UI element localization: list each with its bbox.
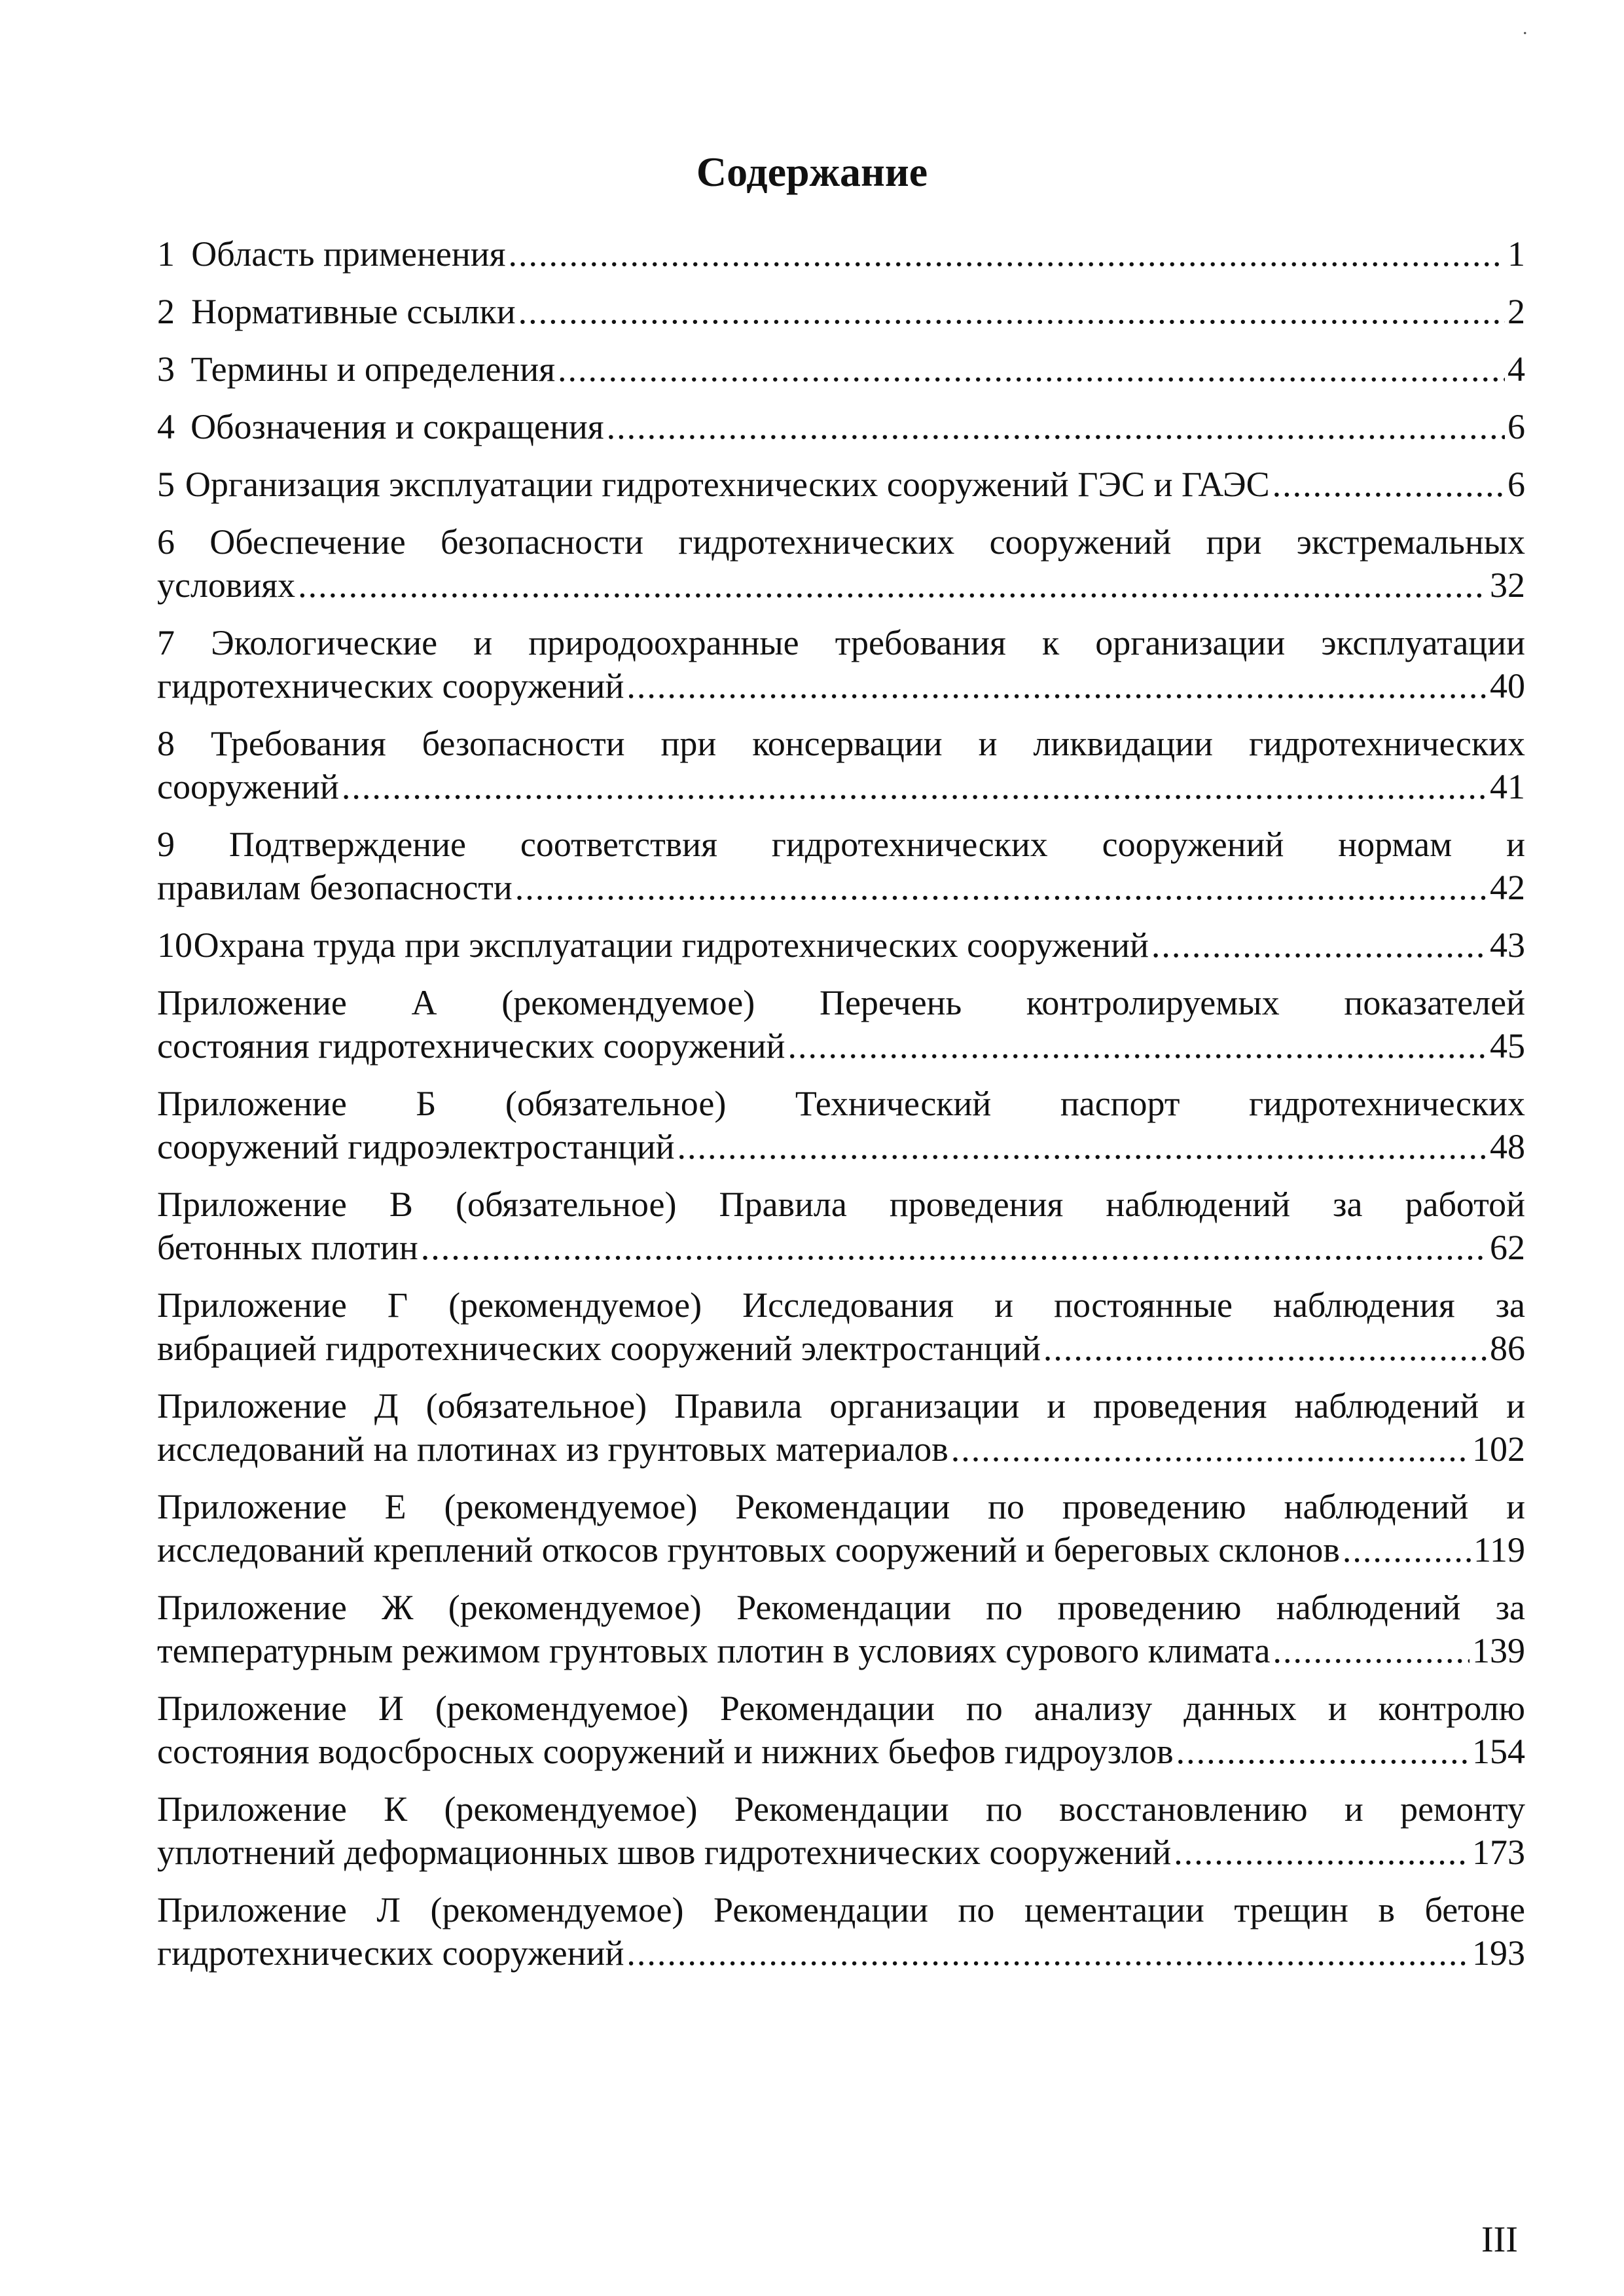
- entry-number: 10: [157, 925, 192, 965]
- entry-page: 154: [1472, 1732, 1525, 1771]
- toc-appendix-g[interactable]: [157, 1283, 1525, 1370]
- entry-title-line2: состояния гидротехнических сооружений: [157, 1026, 785, 1066]
- entry-page: 43: [1490, 925, 1525, 965]
- toc-entry-10[interactable]: [157, 924, 1525, 967]
- toc-entry-8[interactable]: [157, 722, 1525, 808]
- entry-title-line2: правилам безопасности: [157, 868, 513, 907]
- leader-dots: [626, 1931, 1470, 1975]
- leader-dots: [1343, 1528, 1471, 1571]
- leader-dots: [508, 232, 1505, 276]
- entry-page: 62: [1490, 1228, 1525, 1267]
- entry-title-line2: гидротехнических сооружений: [157, 1933, 624, 1973]
- entry-title: Обозначения и сокращения: [190, 407, 604, 446]
- entry-title-line2: исследований креплений откосов грунтовых сооружений и береговых склонов: [157, 1530, 1340, 1570]
- entry-title-line2: уплотнений деформационных швов гидротехнических сооружений: [157, 1833, 1172, 1872]
- entry-title-line1: Подтверждение соответствия гидротехнических сооружений нормам и: [228, 825, 1525, 864]
- leader-dots: [626, 664, 1487, 708]
- leader-dots: [558, 348, 1505, 391]
- leader-dots: [1174, 1831, 1470, 1874]
- entry-title-line1: Приложение И (рекомендуемое) Рекомендации по анализу данных и контролю: [157, 1689, 1525, 1728]
- toc-entry-5[interactable]: [157, 463, 1525, 506]
- entry-page: 2: [1507, 292, 1525, 331]
- entry-title: Термины и определения: [190, 350, 556, 389]
- entry-page: 42: [1490, 868, 1525, 907]
- entry-title-line1: Приложение Л (рекомендуемое) Рекомендации по цементации трещин в бетоне: [157, 1890, 1525, 1929]
- table-of-contents: [157, 232, 1525, 1989]
- entry-page: 48: [1490, 1127, 1525, 1166]
- entry-title: Область применения: [191, 234, 506, 274]
- entry-page: 4: [1507, 350, 1525, 389]
- entry-title-line2: сооружений гидроэлектростанций: [157, 1127, 675, 1166]
- entry-title-line1: Приложение Е (рекомендуемое) Рекомендации по проведению наблюдений и: [157, 1487, 1525, 1526]
- toc-appendix-d[interactable]: [157, 1384, 1525, 1471]
- corner-mark: .: [1523, 17, 1528, 39]
- leader-dots: [1043, 1327, 1487, 1370]
- entry-page: 32: [1490, 565, 1525, 605]
- entry-number: 5: [157, 465, 175, 504]
- entry-page: 139: [1472, 1631, 1525, 1670]
- toc-entry-7[interactable]: [157, 621, 1525, 708]
- entry-page: 41: [1490, 767, 1525, 806]
- page-title: Содержание: [696, 149, 928, 195]
- leader-dots: [421, 1226, 1487, 1269]
- entry-number: 2: [157, 292, 175, 331]
- entry-title-line2: сооружений: [157, 767, 339, 806]
- leader-dots: [518, 290, 1505, 333]
- toc-appendix-a[interactable]: [157, 981, 1525, 1067]
- page-number-footer: III: [1481, 2219, 1518, 2260]
- toc-appendix-v[interactable]: [157, 1183, 1525, 1269]
- toc-appendix-i[interactable]: [157, 1687, 1525, 1773]
- entry-page: 1: [1507, 234, 1525, 274]
- toc-appendix-zh[interactable]: [157, 1586, 1525, 1672]
- entry-title-line1: Приложение Ж (рекомендуемое) Рекомендации по проведению наблюдений за: [157, 1588, 1525, 1627]
- entry-title-line2: бетонных плотин: [157, 1228, 418, 1267]
- entry-number: 6: [157, 522, 175, 562]
- leader-dots: [1176, 1730, 1470, 1773]
- toc-appendix-b[interactable]: [157, 1082, 1525, 1168]
- leader-dots: [298, 564, 1487, 607]
- entry-number: 8: [157, 724, 175, 763]
- entry-title: Нормативные ссылки: [191, 292, 516, 331]
- entry-title-line2: гидротехнических сооружений: [157, 666, 624, 706]
- entry-title: Охрана труда при эксплуатации гидротехнических сооружений: [193, 925, 1149, 965]
- leader-dots: [515, 866, 1487, 909]
- toc-entry-1[interactable]: [157, 232, 1525, 276]
- entry-page: 6: [1507, 407, 1525, 446]
- entry-title-line1: Приложение Г (рекомендуемое) Исследования и постоянные наблюдения за: [157, 1285, 1525, 1325]
- leader-dots: [951, 1427, 1470, 1471]
- entry-page: 86: [1490, 1329, 1525, 1368]
- entry-title-line1: Экологические и природоохранные требования к организации эксплуатации: [211, 623, 1525, 662]
- toc-entry-6[interactable]: [157, 520, 1525, 607]
- entry-number: 9: [157, 825, 175, 864]
- leader-dots: [607, 405, 1505, 448]
- toc-entry-2[interactable]: [157, 290, 1525, 333]
- entry-title-line2: условиях: [157, 565, 296, 605]
- entry-number: 3: [157, 350, 175, 389]
- leader-dots: [342, 765, 1487, 808]
- toc-appendix-k[interactable]: [157, 1787, 1525, 1874]
- entry-title-line2: исследований на плотинах из грунтовых материалов: [157, 1429, 948, 1469]
- entry-number: 7: [157, 623, 175, 662]
- entry-title-line2: температурным режимом грунтовых плотин в условиях сурового климата: [157, 1631, 1271, 1670]
- leader-dots: [787, 1024, 1487, 1067]
- entry-title-line2: вибрацией гидротехнических сооружений электростанций: [157, 1329, 1041, 1368]
- toc-entry-3[interactable]: [157, 348, 1525, 391]
- entry-title-line1: Приложение Д (обязательное) Правила организации и проведения наблюдений и: [157, 1386, 1525, 1426]
- leader-dots: [1272, 463, 1505, 506]
- entry-title: Организация эксплуатации гидротехнических сооружений ГЭС и ГАЭС: [185, 465, 1270, 504]
- toc-entry-9[interactable]: [157, 823, 1525, 909]
- entry-page: 119: [1473, 1530, 1525, 1570]
- leader-dots: [677, 1125, 1487, 1168]
- entry-title-line1: Приложение Б (обязательное) Технический паспорт гидротехнических: [157, 1084, 1525, 1123]
- leader-dots: [1272, 1629, 1470, 1672]
- entry-title-line1: Приложение В (обязательное) Правила проведения наблюдений за работой: [157, 1185, 1525, 1224]
- entry-page: 102: [1472, 1429, 1525, 1469]
- entry-page: 45: [1490, 1026, 1525, 1066]
- toc-entry-4[interactable]: [157, 405, 1525, 448]
- entry-title-line1: Приложение А (рекомендуемое) Перечень контролируемых показателей: [157, 983, 1525, 1022]
- entry-title-line1: Приложение К (рекомендуемое) Рекомендации по восстановлению и ремонту: [157, 1789, 1525, 1829]
- entry-page: 40: [1490, 666, 1525, 706]
- entry-title-line1: Требования безопасности при консервации и ликвидации гидротехнических: [210, 724, 1525, 763]
- entry-number: 4: [157, 407, 175, 446]
- toc-appendix-e[interactable]: [157, 1485, 1525, 1571]
- leader-dots: [1151, 924, 1487, 967]
- entry-number: 1: [157, 234, 175, 274]
- entry-title-line1: Обеспечение безопасности гидротехнических сооружений при экстремальных: [209, 522, 1525, 562]
- toc-appendix-l[interactable]: [157, 1888, 1525, 1975]
- entry-page: 173: [1472, 1833, 1525, 1872]
- entry-title-line2: состояния водосбросных сооружений и нижних бьефов гидроузлов: [157, 1732, 1174, 1771]
- entry-page: 6: [1507, 465, 1525, 504]
- entry-page: 193: [1472, 1933, 1525, 1973]
